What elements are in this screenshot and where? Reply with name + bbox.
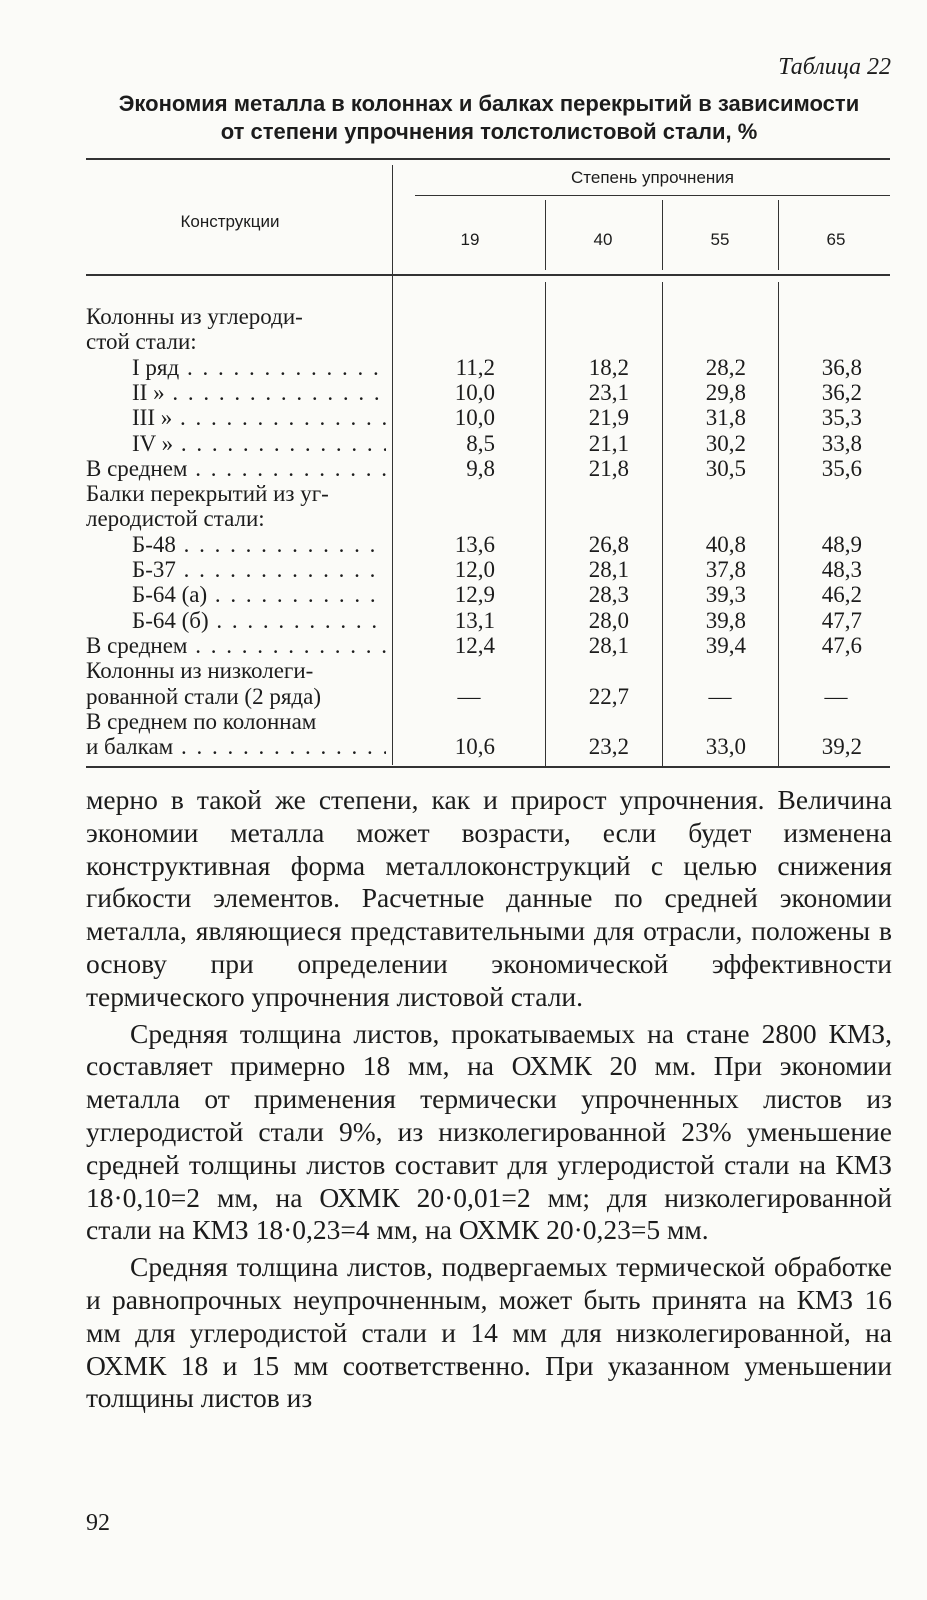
table-row: [86, 734, 890, 759]
cell-65: 36,2: [821, 379, 862, 405]
table-row: [86, 557, 890, 582]
table-title-line1: Экономия металла в колоннах и балках перекрытий в зависимости: [118, 91, 860, 116]
row-label: леродистой стали:: [86, 506, 265, 532]
cell-40: 23,2: [588, 734, 629, 760]
cell-55: 30,5: [705, 455, 746, 481]
cell-65: 48,9: [821, 531, 862, 557]
cell-19: 13,6: [454, 531, 495, 557]
table-bottom-rule: [86, 766, 890, 768]
cell-40: 23,1: [588, 379, 629, 405]
table-row: [86, 380, 890, 405]
group-header-rule: [415, 195, 890, 196]
table-row: [86, 304, 890, 329]
row-label: IV » . . .: [132, 431, 386, 456]
row-label: Колонны из углероди-: [86, 304, 303, 329]
table-row: [86, 355, 890, 380]
table-row: [86, 684, 890, 709]
column-header-19: 19: [460, 230, 480, 249]
cell-65: 35,6: [821, 455, 862, 481]
cell-19: 12,0: [454, 557, 495, 582]
cell-40: 26,8: [588, 531, 629, 557]
row-label: Колонны из низколеги-: [86, 658, 314, 684]
cell-65: —: [824, 683, 848, 709]
body-text: [86, 784, 892, 1415]
cell-19: 10,0: [454, 405, 495, 431]
table-row: [86, 431, 890, 456]
table-row: [86, 608, 890, 633]
cell-19: 12,9: [454, 582, 495, 608]
row-label: Балки перекрытий из уг-: [86, 481, 329, 507]
cell-65: 48,3: [821, 557, 862, 582]
column-divider-1: [545, 200, 546, 270]
cell-55: 40,8: [705, 531, 746, 557]
header-bottom-rule: [86, 274, 890, 276]
row-label: Б-64 (б) . . .: [132, 608, 386, 633]
column-header-65: 65: [826, 230, 846, 249]
cell-55: 33,0: [705, 734, 746, 760]
table-row: [86, 456, 890, 481]
cell-65: 33,8: [821, 430, 862, 456]
table-title: [80, 90, 898, 146]
table-row: [86, 329, 890, 354]
cell-40: 28,1: [588, 632, 629, 658]
cell-19: 10,6: [454, 734, 495, 760]
cell-65: 39,2: [821, 734, 862, 760]
table-row: [86, 633, 890, 658]
cell-55: —: [708, 683, 732, 709]
column-divider-3: [778, 200, 779, 270]
cell-40: 28,0: [588, 607, 629, 633]
cell-40: 21,1: [588, 430, 629, 456]
row-label: В среднем . . .: [86, 633, 386, 658]
table-row: [86, 532, 890, 557]
cell-19: —: [457, 683, 481, 709]
cell-55: 29,8: [705, 379, 746, 405]
cell-40: 22,7: [588, 683, 629, 709]
cell-19: 13,1: [454, 607, 495, 633]
paragraph-3: Средняя толщина листов, подвергаемых термической обработке и равнопрочных неупрочненным, может быть принята на КМЗ 16 мм для углеродистой стали и 14 мм для низколегированной, на ОХМК 18 и 15 мм соответственно. При указанном уменьшении толщины листов из: [86, 1251, 892, 1414]
cell-19: 10,0: [454, 379, 495, 405]
row-label: В среднем по колоннам: [86, 708, 317, 734]
table-top-rule: [86, 158, 890, 160]
cell-40: 21,9: [588, 405, 629, 431]
row-label: стой стали:: [86, 329, 197, 355]
table-row: [86, 405, 890, 430]
cell-19: 9,8: [466, 455, 495, 481]
column-header-55: 55: [710, 230, 730, 249]
table-row: [86, 582, 890, 607]
cell-55: 39,4: [705, 632, 746, 658]
row-label: II » . . .: [132, 380, 386, 405]
row-label: Б-37 . . .: [132, 557, 386, 582]
column-header-constructions: Конструкции: [180, 212, 280, 231]
cell-65: 36,8: [821, 354, 862, 380]
cell-55: 37,8: [705, 557, 746, 582]
cell-55: 31,8: [705, 405, 746, 431]
row-label: III » . . .: [132, 405, 386, 430]
cell-19: 11,2: [455, 354, 495, 380]
page-number: 92: [86, 1510, 110, 1536]
row-label: Б-48 . . .: [132, 532, 386, 557]
cell-19: 12,4: [454, 632, 495, 658]
table-row: [86, 506, 890, 531]
cell-65: 47,6: [821, 632, 862, 658]
cell-19: 8,5: [466, 430, 495, 456]
table-row: [86, 709, 890, 734]
paragraph-2: Средняя толщина листов, прокатываемых на стане 2800 КМЗ, составляет примерно 18 мм, на ОХМК 20 мм. При экономии металла от применения термически упрочненных листов из углеродистой стали 9%, из низколегированной 23% уменьшение средней толщины листов составит для углеродистой стали на КМЗ 18·0,10=2 мм, на ОХМК 20·0,01=2 мм; для низколегированной стали на КМЗ 18·0,23=4 мм, на ОХМК 20·0,23=5 мм.: [86, 1017, 892, 1246]
cell-40: 18,2: [588, 354, 629, 380]
row-label: I ряд . . .: [132, 355, 386, 380]
column-header-40: 40: [593, 230, 613, 249]
column-divider-2: [662, 200, 663, 270]
table-title-line2: от степени упрочнения толстолистовой стали, %: [220, 119, 758, 144]
row-label: В среднем . . .: [86, 456, 386, 481]
cell-40: 28,1: [588, 557, 629, 582]
cell-55: 39,3: [705, 582, 746, 608]
row-label: рованной стали (2 ряда): [86, 683, 321, 709]
column-group-header: Степень упрочнения: [571, 168, 734, 187]
cell-40: 28,3: [588, 582, 629, 608]
cell-55: 28,2: [705, 354, 746, 380]
cell-65: 47,7: [821, 607, 862, 633]
cell-55: 39,8: [705, 607, 746, 633]
cell-40: 21,8: [588, 455, 629, 481]
row-label: Б-64 (а) . . .: [132, 582, 386, 607]
paragraph-1: мерно в такой же степени, как и прирост упрочнения. Величина экономии металла может возрасти, если будет изменена конструктивная форма металлоконструкций с целью снижения гибкости элементов. Расчетные данные по средней экономии металла, являющиеся представительными для отрасли, положены в основу при определении экономической эффективности термического упрочнения листовой стали.: [86, 784, 892, 1012]
cell-55: 30,2: [705, 430, 746, 456]
table-caption: Таблица 22: [778, 54, 891, 80]
table-row: [86, 658, 890, 683]
row-label: и балкам . . .: [86, 734, 386, 759]
table-row: [86, 481, 890, 506]
cell-65: 35,3: [821, 405, 862, 431]
cell-65: 46,2: [821, 582, 862, 608]
